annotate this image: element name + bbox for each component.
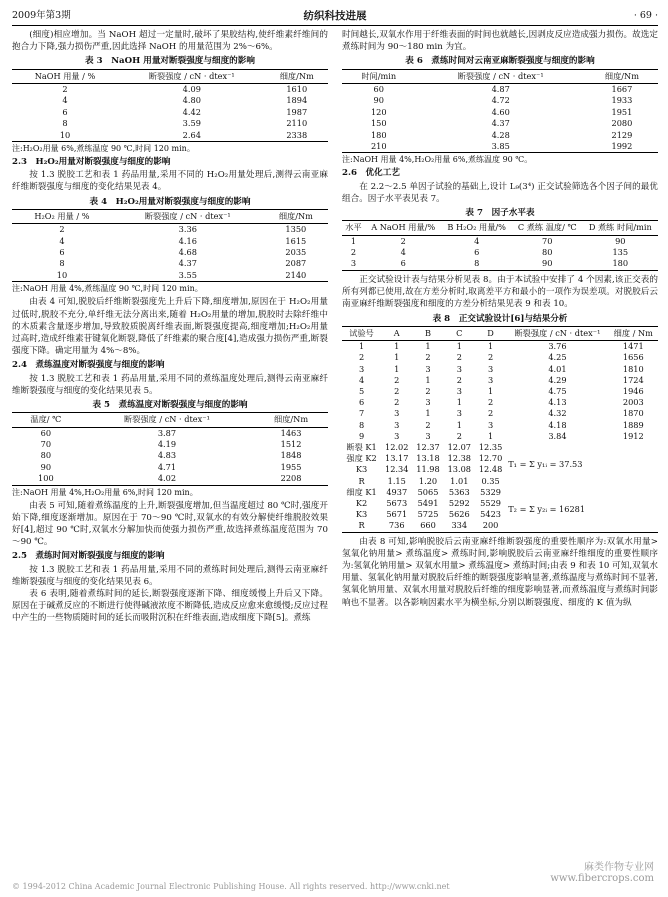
cell: 2 [487,397,494,408]
cell: 12.35 [478,441,503,452]
table-row [342,431,658,442]
table-row [12,130,328,142]
cell: K3 [355,464,368,475]
cell: 4 [358,374,365,385]
cell: 3.87 [157,427,177,438]
cell: 8 [358,419,365,430]
cell: 3 [456,385,462,396]
cell: 1 [487,341,494,352]
cell: 5065 [417,486,439,497]
cell: 2 [400,235,406,246]
paragraph: 表 6 表明,随着煮练时间的延长,断裂强度逐渐下降、细度缓慢上升后又下降。原因在于碱煮反应的不断进行使得碱液浓度不断降低,造成反应愈来愈缓慢;反应过程中产生的一些物质随时间的延长而吸附沉积在纤维表面,造成细度下降[5]。煮练 [12,588,328,624]
cell: 2110 [286,118,308,129]
cell: 1 [394,352,400,363]
paragraph: 按 1.3 脱胶工艺和表 1 药品用量,采用不同的 H₂O₂用量处理后,测得云南亚麻纤维断裂强度与细度的变化结果见表 4。 [12,170,328,193]
paragraph: (细度)相应增加。当 NaOH 超过一定量时,破坏了果胶结构,使纤维素纤维间的抱合力下降,强力损伤严重,因此选择 NaOH 的用量范围为 2%～6%。 [12,30,328,53]
cell: K2 [355,497,368,508]
cell: 1870 [622,408,644,419]
col-header: 水平 [342,221,365,235]
cell: 强度 K2 [346,453,377,464]
cell: 60 [40,427,52,438]
col-header: 断裂强度 / cN · dtex⁻¹ [118,69,265,83]
cell: 4.71 [157,461,177,472]
cell: 180 [370,129,387,140]
col-header: 细度/Nm [264,209,328,223]
cell: 2338 [286,129,308,140]
page-header [12,10,658,24]
cell: 2 [358,352,365,363]
k-row [342,442,658,453]
cell: 1615 [285,235,307,246]
col-header: 断裂强度 / cN · dtex⁻¹ [506,326,608,340]
table-row [342,107,658,118]
cell: 100 [38,473,54,484]
page-number: · 69 · [633,10,658,21]
cell: 4 [59,235,65,246]
table-row [342,420,658,431]
cell: 2.64 [182,129,201,140]
table-row [342,341,658,353]
cell: 1350 [285,224,307,235]
cell: 4.42 [182,106,201,117]
table-row [342,364,658,375]
copyright-watermark: © 1994-2012 China Academic Journal Electronic Publishing House. All rights reserved. http://www.cnki.net [12,882,450,891]
cell: 4 [62,95,68,106]
cell: 2 [394,385,400,396]
table-row [12,107,328,118]
cell: 4.68 [178,247,197,258]
cell: 80 [542,247,553,258]
table-row [12,236,328,247]
col-header: 细度 / Nm [609,326,658,340]
cell: 1.20 [418,475,438,486]
cell: 1656 [622,352,644,363]
col-header: 断裂强度 / cN · dtex⁻¹ [80,413,254,427]
cell: 5626 [448,509,470,520]
cell: 8 [59,258,65,269]
cell: 8 [474,258,480,269]
paragraph: 正交试验设计表与结果分析见表 8。由于本试验中安排了 4 个因素,该正交表的所有列都已使用,故在方差分析时,取离差平方和最小的一项作为误差项。对脱胶后云南亚麻纤维断裂强度和细度的方差分析结果见表 9 和表 10。 [342,274,658,310]
cell: 9 [358,430,365,441]
cell: 1512 [280,438,302,449]
table-row [342,352,658,363]
col-header: 试验号 [342,326,381,340]
header-rule [12,25,658,26]
table-7 [342,220,658,271]
col-header: A NaOH 用量/% [365,221,442,235]
table-row [12,462,328,473]
cell: 120 [370,106,387,117]
cell: 6 [474,247,480,258]
col-header: 温度/ ℃ [12,413,80,427]
paragraph: 由表 4 可知,脱胶后纤维断裂强度先上升后下降,细度增加,原因在于 H₂O₂用量过低时,脱胶不充分,单纤维无法分离出来,随着 H₂O₂用量的增加,脱胶时去除纤维中的木质素含量逐步增加,导致胶质脱离纤维表面,断裂强度提高,细度增加;H₂O₂用量过高时,造成纤维素苷键氧化断裂,降低了纤维素的聚合度[4],造成强力损伤严重,断裂强度下降。确定用量为 4%～8%。 [12,297,328,357]
cell: 5671 [386,509,408,520]
cell: 1992 [611,141,633,152]
fineness-sum: T₂ = Σ y₂ᵢ = 16281 [508,503,586,514]
cell: 13.18 [416,453,440,464]
journal-title: 纺织科技进展 [303,10,367,22]
section-heading: 2.4 煮练温度对断裂强度与细度的影响 [12,360,165,371]
cell: 1 [358,341,365,352]
table-8 [342,326,658,533]
cell: 3 [358,363,365,374]
cell: 12.37 [416,441,440,452]
col-header: A [381,326,412,340]
cell: 细度 K1 [346,486,377,497]
cell: 2 [62,84,68,95]
cell: 5423 [480,509,501,520]
table-row [12,118,328,129]
cell: 0.35 [481,475,500,486]
cell: 2129 [611,129,633,140]
cell: 1 [456,341,462,352]
cell: 13.17 [385,453,409,464]
cell: 5673 [386,497,408,508]
table-row [12,427,328,439]
cell: 1 [456,419,462,430]
col-header: 断裂强度 / cN · dtex⁻¹ [112,209,264,223]
cell: 4.32 [548,408,567,419]
cell: 210 [370,141,387,152]
section-heading: 2.5 煮练时间对断裂强度与细度的影响 [12,551,165,562]
cell: 4.37 [491,118,510,129]
cell: 3 [350,258,357,269]
cell: 1 [456,397,462,408]
cell: 4937 [386,486,408,497]
strength-sum: T₁ = Σ y₁ᵢ = 37.53 [508,458,583,469]
paragraph: 由表 5 可知,随着煮练温度的上升,断裂强度增加,但当温度超过 80 ℃时,强度开始下降,细度逐渐增加。原因在于 70～90 ℃时,双氧水的有效分解使纤维脱胶效果好[4],超过 90 ℃时,双氧水分解加快而使强力损伤严重,故选择煮练温度范围为 70～90 ℃。 [12,500,328,548]
cell: 4.28 [491,129,510,140]
cell: 2003 [622,397,644,408]
cell: 80 [40,450,52,461]
cell: 4.83 [157,450,177,461]
cell: 1 [487,385,494,396]
cell: 1951 [611,106,633,117]
cell: 2 [425,352,431,363]
col-header: H₂O₂ 用量 / % [12,209,112,223]
cell: 2035 [285,247,307,258]
cell: 3 [425,363,431,374]
table-6-caption: 表 6 煮练时间对云南亚麻断裂强度与细度的影响 [405,56,595,67]
col-header: 时间/min [342,69,416,83]
cell: 90 [542,258,553,269]
cell: 1933 [611,95,633,106]
cell: 4.02 [157,473,177,484]
cell: 1 [350,235,357,246]
table-3 [12,69,328,142]
cell: 4.72 [491,95,510,106]
col-header: B [412,326,443,340]
cell: 3.85 [491,141,510,152]
cell: 70 [542,235,553,246]
table-row [12,450,328,461]
cell: 1 [394,341,400,352]
paragraph: 按 1.3 脱胶工艺和表 1 药品用量,采用不同的煮练温度处理后,测得云南亚麻纤维断裂强度与细度的变化结果见表 5。 [12,373,328,396]
paragraph: 在 2.2～2.5 单因子试验的基础上,设计 L₉(3⁴) 正交试验筛选各个因子间的最优组合。因子水平表见表 7。 [342,181,658,204]
cell: 3.55 [178,269,197,280]
cell: 8 [62,118,68,129]
logo-line: www.fibercrops.com [550,873,654,884]
cell: 1610 [286,84,308,95]
table-note: 注:H₂O₂用量 6%,煮练温度 90 ℃,时间 120 min。 [12,144,195,154]
cell: 1667 [611,84,633,95]
cell: 5363 [448,486,470,497]
col-header: 细度/Nm [254,413,328,427]
table-row [342,386,658,397]
cell: 12.48 [478,464,503,475]
cell: 60 [373,84,384,95]
cell: 2 [456,430,462,441]
cell: 180 [612,258,629,269]
cell: 4.01 [548,363,567,374]
cell: 12.38 [447,453,472,464]
cell: 200 [482,520,499,531]
cell: R [358,475,365,486]
cell: 3 [394,419,400,430]
cell: 4.60 [491,106,510,117]
cell: K3 [355,509,368,520]
cell: 3 [487,374,494,385]
cell: 2 [487,408,494,419]
table-row [342,130,658,141]
cell: 1463 [280,427,302,438]
cell: 1912 [622,430,644,441]
cell: 660 [420,520,436,531]
cell: 334 [451,520,468,531]
cell: 135 [612,247,629,258]
cell: 150 [370,118,387,129]
cell: 1889 [622,419,644,430]
cell: 6 [59,247,65,258]
cell: 4.80 [182,95,201,106]
cell: 70 [40,438,52,449]
cell: 4.29 [548,374,567,385]
table-row [342,397,658,408]
cell: 10 [56,269,68,280]
table-row [342,258,658,270]
cell: 5529 [480,497,501,508]
table-row [12,439,328,450]
cell: 2 [394,397,400,408]
table-row [12,95,328,106]
cell: 2 [394,374,400,385]
col-header: D [475,326,506,340]
cell: 3.59 [182,118,201,129]
table-row [342,408,658,419]
cell: 4.37 [178,258,197,269]
cell: 2 [456,374,462,385]
col-header: D 煮练 时间/min [583,221,658,235]
cell: 4.87 [491,84,510,95]
cell: 5329 [480,486,501,497]
cell: 1955 [280,461,302,472]
cell: 12.70 [478,453,503,464]
cell: 13.08 [447,464,472,475]
cell: 3.84 [548,430,567,441]
table-8-caption: 表 8 正交试验设计[6]与结果分析 [432,313,568,324]
cell: 4.18 [548,419,567,430]
col-header: C [444,326,475,340]
cell: 2 [487,352,494,363]
cell: 1471 [622,341,644,352]
cell: 12.07 [447,441,472,452]
table-4-caption: 表 4 H₂O₂用量对断裂强度与细度的影响 [89,196,251,207]
table-5 [12,412,328,485]
cell: 1810 [622,363,644,374]
cell: 5292 [448,497,470,508]
cell: 2208 [280,473,302,484]
table-row [12,473,328,485]
cell: 3 [456,363,462,374]
cell: 7 [358,408,365,419]
table-6 [342,69,658,154]
left-column [12,29,328,625]
cell: 4.75 [548,385,567,396]
table-row [342,84,658,96]
cell: 1894 [286,95,308,106]
table-note: 注:NaOH 用量 4%,H₂O₂用量 6%,煮练温度 90 ℃。 [342,155,533,165]
cell: 1 [487,430,494,441]
cell: 1 [425,408,431,419]
cell: 1.15 [387,475,406,486]
cell: 2 [425,385,431,396]
col-header: 细度/Nm [266,69,328,83]
section-heading: 2.6 优化工艺 [342,168,400,179]
table-row [12,270,328,282]
cell: R [358,520,365,531]
table-7-caption: 表 7 因子水平表 [465,208,535,219]
issue-label: 2009年第3期 [12,10,71,21]
cell: 4.16 [178,235,197,246]
table-row [12,258,328,269]
cell: 1848 [280,450,302,461]
table-row [342,118,658,129]
cell: 5725 [417,509,439,520]
logo-line: 麻类作物专业网 [584,862,654,873]
cell: 3.76 [548,341,567,352]
cell: 2080 [611,118,633,129]
cell: 4 [400,247,406,258]
table-note: 注:NaOH 用量 4%,H₂O₂用量 6%,时间 120 min。 [12,487,198,497]
table-note: 注:NaOH 用量 4%,煮练温度 90 ℃,时间 120 min。 [12,284,203,294]
table-row [12,247,328,258]
cell: 6 [62,106,68,117]
right-column [342,29,658,609]
cell: 4.25 [548,352,567,363]
paragraph: 由表 8 可知,影响脱胶后云南亚麻纤维断裂强度的重要性顺序为:双氧水用量> 氢氧化钠用量> 煮练温度> 煮练时间,影响脱胶后云南亚麻纤维细度的重要性顺序为:氢氧化钠用量> 双氧水用量> 煮练温度> 煮练时间;由表 9 和表 10 可知,双氧水用量、氢氧化钠用量对脱胶后纤维的断裂强度影响显著,煮练温度与煮练时间不显著,氢氧化钠用量、双氧水用量对脱胶后纤维的细度影响显著,而煮练温度与煮练时间影响也不显著。以各影响因素水平为横坐标,分别以断裂强度、细度的 K 值为纵 [342,536,658,608]
paragraph: 按 1.3 脱胶工艺和表 1 药品用量,采用不同的煮练时间处理后,测得云南亚麻纤维断裂强度与细度的变化结果见表 6。 [12,564,328,587]
cell: 3 [456,408,462,419]
table-row [12,84,328,96]
table-row [342,247,658,258]
cell: 12.34 [385,464,409,475]
cell: 6 [358,397,365,408]
table-4 [12,209,328,282]
cell: 1 [425,374,431,385]
cell: 3 [394,408,400,419]
table-3-caption: 表 3 NaOH 用量对断裂强度与细度的影响 [85,56,255,67]
k-row [342,487,658,498]
table-row [342,95,658,106]
cell: 90 [615,235,626,246]
section-heading: 2.3 H₂O₂用量对断裂强度与细度的影响 [12,157,171,168]
paragraph: 时间越长,双氧水作用于纤维表面的时间也就越长,因剥皮反应造成强力损伤。故选定煮练时间为 90～180 min 为宜。 [342,30,658,53]
cell: 5491 [417,497,439,508]
cell: 11.98 [416,464,440,475]
col-header: 断裂强度 / cN · dtex⁻¹ [416,69,586,83]
cell: 2 [456,352,462,363]
cell: 1987 [286,106,308,117]
col-header: 细度/Nm [586,69,658,83]
table-row [12,224,328,236]
cell: 3 [425,430,431,441]
cell: 1724 [622,374,644,385]
cell: 3 [487,419,494,430]
cell: 3 [425,397,431,408]
cell: 6 [400,258,406,269]
cell: 90 [373,95,384,106]
cell: 2140 [285,269,307,280]
table-row [342,235,658,247]
cell: 2087 [285,258,307,269]
cell: 1946 [622,385,644,396]
cell: 3 [487,363,494,374]
col-header: C 煮练 温度/ ℃ [512,221,583,235]
cell: 90 [40,461,52,472]
cell: 3.36 [178,224,197,235]
cell: 4.19 [157,438,177,449]
col-header: NaOH 用量 / % [12,69,118,83]
table-row [342,141,658,153]
cell: 4 [474,235,480,246]
cell: 2 [425,419,431,430]
cell: 12.02 [385,441,409,452]
cell: 1 [425,341,431,352]
cell: 2 [59,224,65,235]
cell: 4.09 [182,84,201,95]
table-5-caption: 表 5 煮练温度对断裂强度与细度的影响 [92,399,248,410]
cell: 736 [388,520,405,531]
cell: 4.13 [548,397,567,408]
table-row [342,375,658,386]
cell: 5 [358,385,365,396]
cell: 1.01 [450,475,469,486]
cell: 3 [394,430,400,441]
cell: 1 [394,363,400,374]
col-header: B H₂O₂ 用量/% [441,221,511,235]
cell: 断裂 K1 [346,441,377,452]
cell: 10 [59,129,71,140]
cell: 2 [350,247,357,258]
